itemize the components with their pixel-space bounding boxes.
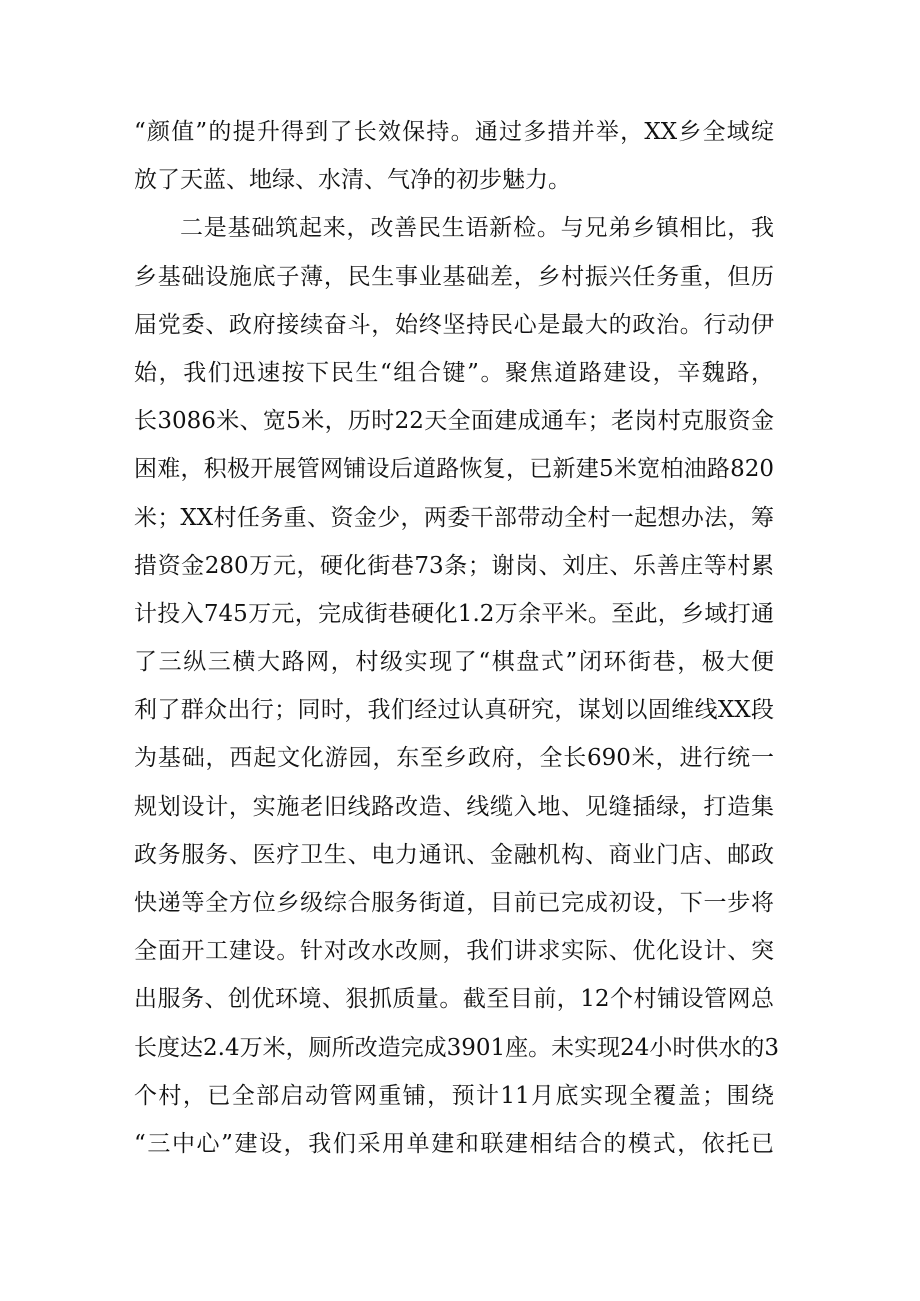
- text-line-10: 措资金280万元，硬化街巷73条；谢岗、刘庄、乐善庄等村累: [134, 552, 774, 579]
- text-line-14: 为基础，西起文化游园，东至乡政府，全长690米，进行统一: [134, 745, 774, 772]
- text-line-11: 计投入745万元，完成街巷硬化1.2万余平米。至此，乡域打通: [134, 600, 774, 627]
- text-line-15: 规划设计，实施老旧线路改造、线缆入地、见缝插绿，打造集: [134, 793, 774, 820]
- paragraph-start-line: 二是基础筑起来，改善民生语新检。与兄弟乡镇相比，我: [180, 215, 774, 242]
- text-line-8: 困难，积极开展管网铺设后道路恢复，已新建5米宽柏油路820: [134, 456, 774, 483]
- text-line-17: 快递等全方位乡级综合服务街道，目前已完成初设，下一步将: [134, 890, 774, 916]
- text-line-6: 始，我们迅速按下民生“组合键”。聚焦道路建设，辛魏路，: [134, 359, 774, 386]
- text-line-7: 长3086米、宽5米，历时22天全面建成通车；老岗村克服资金: [134, 408, 774, 435]
- text-line-2: 放了天蓝、地绿、水清、气净的初步魅力。: [134, 167, 571, 194]
- text-line-16: 政务服务、医疗卫生、电力通讯、金融机构、商业门店、邮政: [134, 841, 774, 868]
- text-line-12: 了三纵三横大路网，村级实现了“棋盘式”闭环街巷，极大便: [134, 649, 774, 676]
- text-line-21: 个村，已全部启动管网重铺，预计11月底实现全覆盖；围绕: [134, 1082, 774, 1109]
- body-text: [134, 108, 780, 1168]
- text-line-9: 米；XX村任务重、资金少，两委干部带动全村一起想办法，筹: [134, 504, 774, 531]
- text-line-13: 利了群众出行；同时，我们经过认真研究，谋划以固维线XX段: [134, 697, 774, 724]
- text-line-20: 长度达2.4万米，厕所改造完成3901座。未实现24小时供水的3: [134, 1034, 780, 1061]
- text-line-19: 出服务、创优环境、狠抓质量。截至目前，12个村铺设管网总: [134, 986, 774, 1013]
- text-line-1: “颜值”的提升得到了长效保持。通过多措并举，XX乡全域绽: [134, 119, 774, 145]
- text-line-5: 届党委、政府接续奋斗，始终坚持民心是最大的政治。行动伊: [134, 311, 774, 338]
- text-line-22: “三中心”建设，我们采用单建和联建相结合的模式，依托已: [134, 1130, 774, 1157]
- text-line-4: 乡基础设施底子薄，民生事业基础差，乡村振兴任务重，但历: [134, 263, 774, 290]
- text-line-18: 全面开工建设。针对改水改厕，我们讲求实际、优化设计、突: [134, 938, 774, 965]
